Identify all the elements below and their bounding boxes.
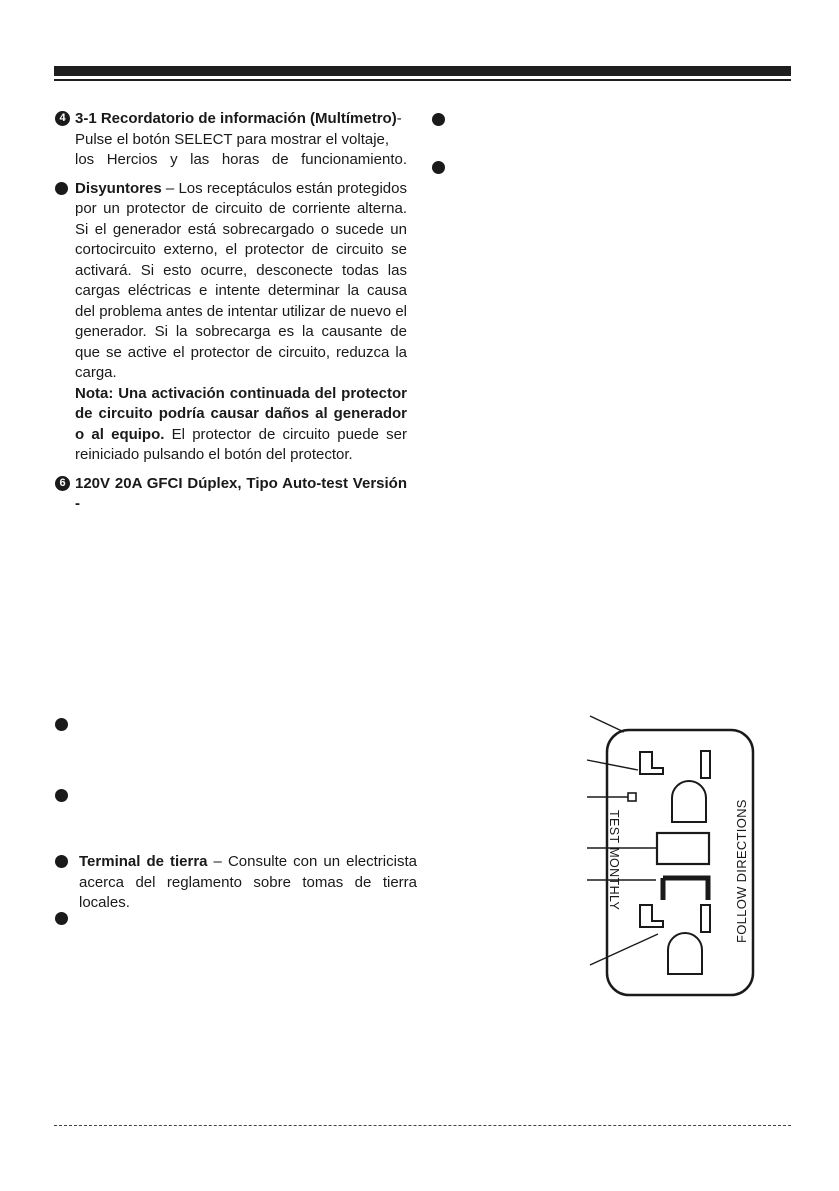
- leader-line-1: [590, 716, 624, 732]
- upper-neutral-slot: [701, 751, 710, 778]
- gfci-outlet-diagram: [580, 700, 780, 1005]
- follow-directions-label: FOLLOW DIRECTIONS: [734, 799, 749, 943]
- section-5-body: Los receptáculos están protegidos por un protector de circuito de corriente alterna. Si el generador está sobrecargado o sucede un cortocircuito externo, el protector de circuito se activará. Si esto ocurre, desconecte todas las cargas eléctricas e intente determinar la causa del problema antes de intentar utilizar de nuevo el generador. Si la sobrecarga es la causante de que se active el protector de circuito, reduzca la carga.: [75, 179, 407, 381]
- header-bar: [54, 66, 791, 76]
- section-5-note-rest: El protector de circuito puede ser reiniciado pulsando el botón del protector.: [75, 425, 407, 463]
- section-4-body: Pulse el botón SELECT para mostrar el voltaje, los Hercios y las horas de funcionamiento.: [75, 130, 407, 168]
- bullet-lower-2: [55, 789, 68, 802]
- lower-neutral-slot: [701, 905, 710, 932]
- bullet-5: [55, 182, 68, 195]
- section-6-text: 120V 20A GFCI Dúplex, Tipo Auto-test Versión -: [75, 474, 407, 512]
- left-column-top: [55, 109, 407, 515]
- indicator-light: [628, 793, 636, 801]
- ground-terminal-title: Terminal de tierra: [79, 853, 208, 870]
- ground-terminal-block: [55, 852, 417, 914]
- ground-terminal-item: Terminal de tierra – Consulte con un electricista acerca del reglamento sobre tomas de tierra locales.: [55, 852, 417, 914]
- upper-ground-hole: [672, 781, 706, 822]
- section-5-note: Nota: Una activación continuada del protector de circuito podría causar daños al generador o al equipo.: [75, 384, 407, 443]
- section-6: [55, 474, 407, 515]
- section-5: Disyuntores – Los receptáculos están protegidos por un protector de circuito de corriente alterna. Si el generador está sobrecargado o sucede un cortocircuito externo, el protector de circuito se activará. Si esto ocurre, desconecte todas las cargas eléctricas e intente determinar la causa del problema antes de intentar utilizar de nuevo el generador. Si la sobrecarga es la causante de que se active el protector de circuito, reduzca la carga. Nota: Una activación continuada del protector de circuito podría causar daños al generador o al equipo. El protector de circuito puede ser reiniciado pulsando el botón del protector.: [55, 179, 407, 466]
- bullet-ground: [55, 855, 68, 868]
- footer-rule: [54, 1125, 791, 1126]
- section-4: 4 3-1 Recordatorio de información (Multímetro)- Pulse el botón SELECT para mostrar el voltaje, los Hercios y las horas de funcionamiento.: [55, 109, 407, 171]
- number-6-badge: 6: [55, 476, 70, 491]
- section-5-title: Disyuntores: [75, 179, 162, 197]
- lower-ground-hole: [668, 933, 702, 974]
- bullet-lower-4: [55, 912, 68, 925]
- test-button: [657, 833, 709, 864]
- number-4-badge: 4: [55, 111, 70, 126]
- header-rule: [54, 79, 791, 81]
- ground-terminal-body: Consulte con un electricista acerca del reglamento sobre tomas de tierra locales.: [79, 853, 417, 911]
- bullet-right-2: [432, 161, 445, 174]
- test-monthly-label: TEST MONTHLY: [607, 810, 621, 911]
- bullet-right-1: [432, 113, 445, 126]
- section-4-title: 3-1 Recordatorio de información (Multímetro): [75, 110, 397, 127]
- bullet-lower-1: [55, 718, 68, 731]
